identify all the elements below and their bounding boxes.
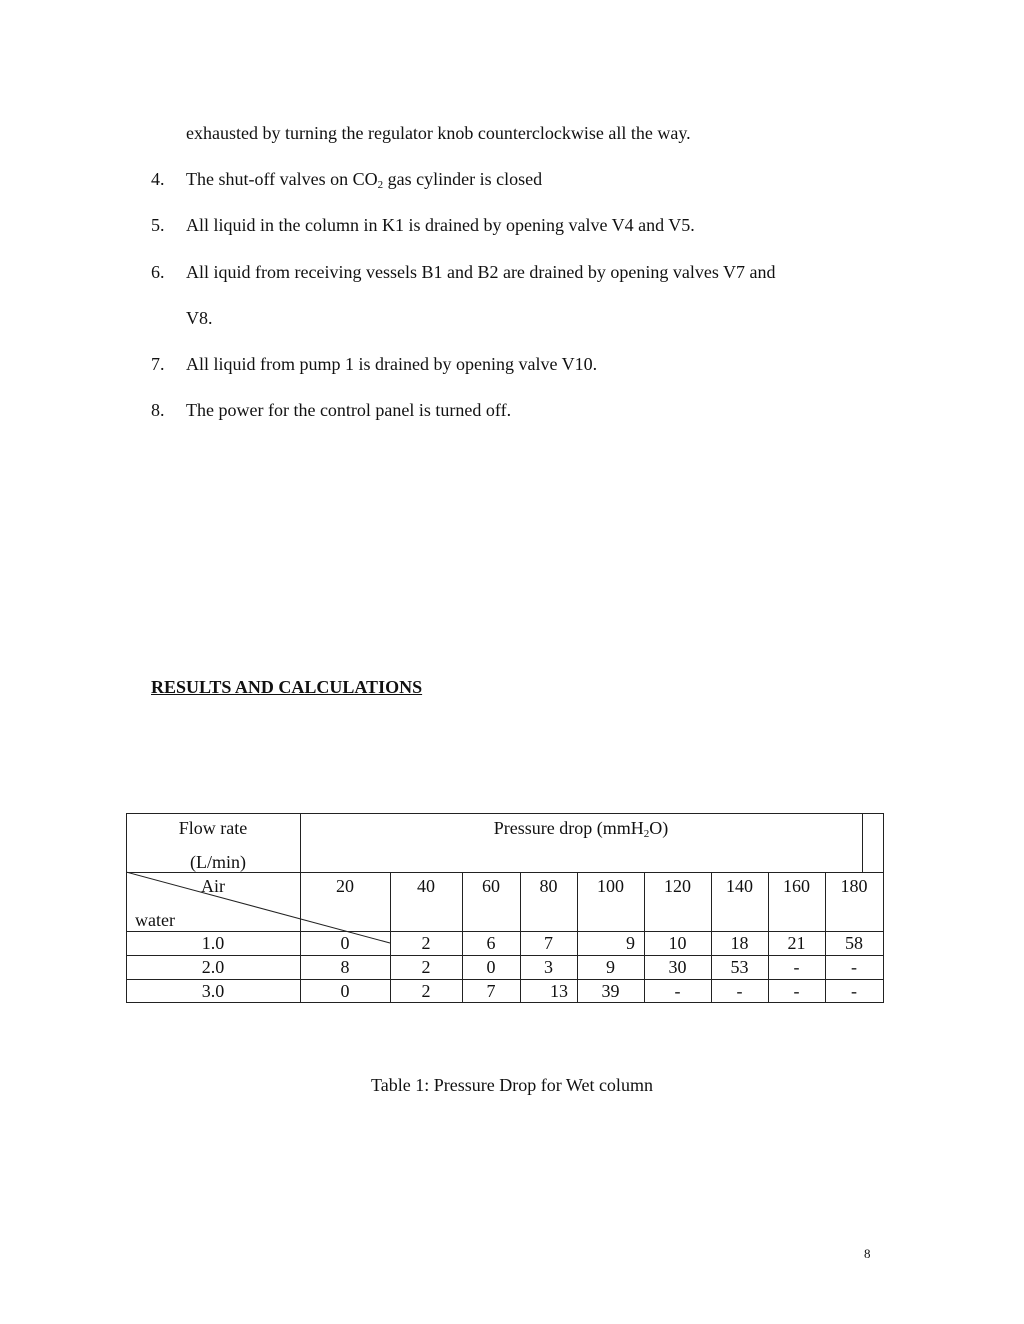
table-cell: 0 [340,933,350,953]
table-cell: 21 [787,933,806,953]
water-rate: 2.0 [201,957,225,977]
table-cell: 2 [421,957,431,977]
table-cell: 2 [421,981,431,1001]
air-value: 60 [482,876,500,896]
list-item-text: The shut-off valves on $CO_2$ gas cylinder is closed [186,169,543,191]
water-label: water [135,910,175,930]
list-item-number: 7. [151,354,165,374]
table-cell: 39 [601,981,620,1001]
table-cell: 7 [544,933,553,953]
air-label: Air [201,876,225,896]
pressure-drop-table [126,813,884,1003]
table-cell: 58 [845,933,863,953]
table-cell: 9 [606,957,615,977]
table-cell: - [736,981,743,1001]
table-cell: 6 [486,933,496,953]
air-value: 120 [664,876,691,896]
table-cell: 0 [486,957,496,977]
table-cell: 7 [486,981,496,1001]
water-rate: 1.0 [201,933,225,953]
list-item-text: All iquid from receiving vessels B1 and B2 are drained by opening valves V7 and [186,262,776,282]
air-value: 40 [417,876,435,896]
continuation-line: exhausted by turning the regulator knob counterclockwise all the way. [186,123,691,143]
table-cell: - [851,981,857,1001]
list-item-number: 4. [151,169,165,189]
table-cell: 0 [340,981,350,1001]
air-value: 140 [726,876,753,896]
list-item-continuation: V8. [186,308,213,328]
list-item-number: 5. [151,215,165,235]
list-item-text: All liquid from pump 1 is drained by opening valve V10. [186,354,598,374]
table-cell: 53 [730,957,749,977]
air-value: 180 [840,876,868,896]
air-value: 160 [783,876,810,896]
table-cell: - [793,981,800,1001]
table-cell: 8 [340,957,350,977]
air-value: 20 [336,876,354,896]
table-cell: 9 [626,933,635,953]
table-cell: 18 [730,933,749,953]
table-cell: 13 [550,981,568,1001]
list-item-text: All liquid in the column in K1 is drained by opening valve V4 and V5. [186,215,695,235]
section-heading: RESULTS AND CALCULATIONS [151,677,423,697]
list-item-number: 8. [151,400,165,420]
air-value: 80 [539,876,558,896]
table-cell: 2 [421,933,431,953]
table-cell: - [793,957,800,977]
list-item-text: The power for the control panel is turned off. [186,400,512,420]
table-cell: - [674,981,681,1001]
air-value: 100 [597,876,624,896]
flow-rate-unit: (L/min) [190,852,246,872]
pressure-drop-header: Pressure drop (mmH$_2$O) [493,818,669,840]
page-number: 8 [864,1246,871,1261]
water-rate: 3.0 [201,981,225,1001]
flow-rate-label: Flow rate [178,818,248,838]
list-item-number: 6. [151,262,165,282]
table-cell: 10 [668,933,687,953]
table-cell: - [851,957,857,977]
table-caption: Table 1: Pressure Drop for Wet column [371,1075,653,1095]
table-cell: 3 [544,957,553,977]
table-cell: 30 [668,957,687,977]
